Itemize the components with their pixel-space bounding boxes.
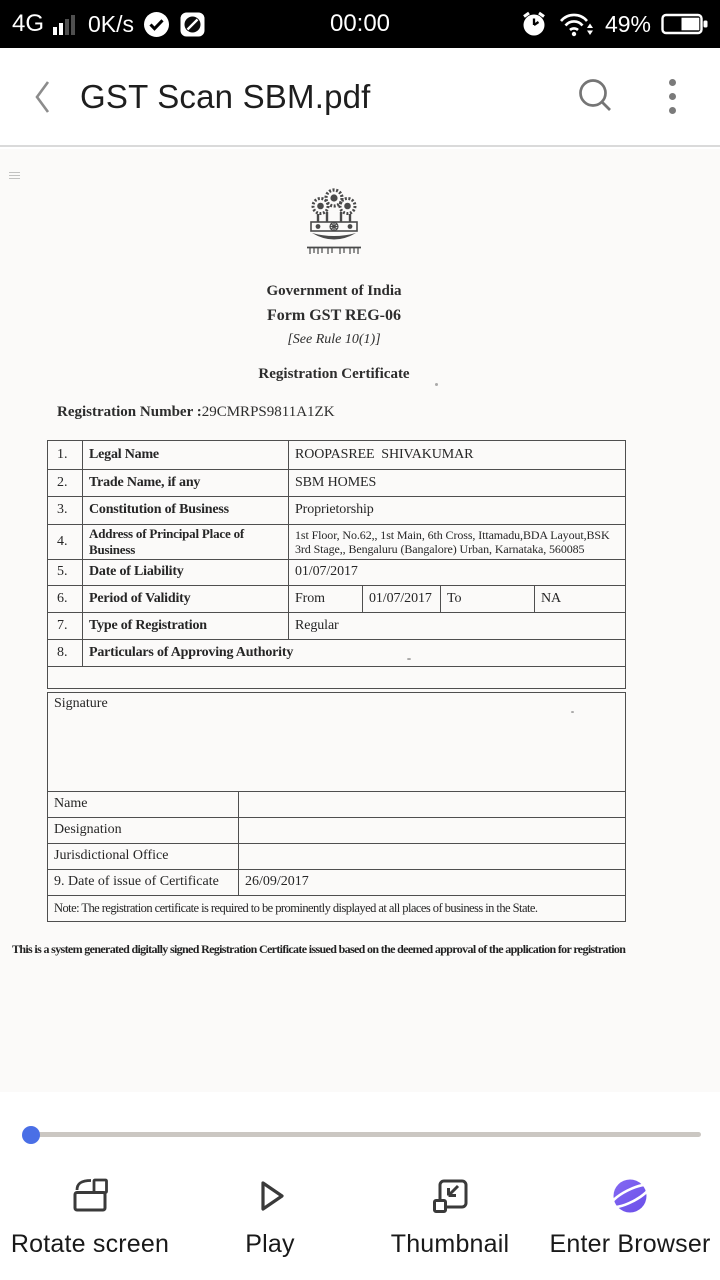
india-state-emblem-icon: [294, 185, 374, 263]
bottom-toolbar: [0, 1166, 720, 1280]
row-label: Legal Name: [83, 441, 289, 470]
signature-table: [47, 692, 626, 922]
registration-number-label: Registration Number :: [57, 404, 202, 420]
table-row: [48, 844, 626, 870]
thumbnail-button[interactable]: [360, 1166, 540, 1280]
row-label: Trade Name, if any: [83, 470, 289, 497]
overflow-menu-icon: [669, 79, 676, 114]
table-row: [48, 792, 626, 818]
network-speed-label: 0K/s: [88, 10, 135, 37]
row-value-empty: [239, 844, 626, 870]
row-value: ROOPASREE SHIVAKUMAR: [289, 441, 626, 470]
note-cell: Note: The registration certificate is required to be prominently displayed at all places of business in the State.: [48, 896, 626, 922]
search-icon: [575, 76, 617, 118]
certificate-title: Registration Certificate: [258, 366, 410, 382]
validity-from-value: 01/07/2017: [363, 586, 441, 613]
table-row: [48, 441, 626, 470]
back-button[interactable]: [14, 67, 72, 127]
toolbar-label: Thumbnail: [390, 1230, 510, 1258]
table-row: [48, 470, 626, 497]
row-value-empty: [239, 818, 626, 844]
page-slider-track[interactable]: [31, 1132, 701, 1137]
row-label: Period of Validity: [83, 586, 289, 613]
row-value: 01/07/2017: [289, 560, 626, 586]
toolbar-label: Enter Browser: [549, 1230, 711, 1258]
pdf-page[interactable]: [0, 149, 720, 1092]
system-generated-note: This is a system generated digitally signed Registration Certificate issued based on the deemed approval of the application for registration: [12, 942, 626, 956]
scan-speck: [435, 383, 438, 386]
emblem-caption-glyphs: [307, 248, 361, 255]
app-header: [0, 48, 720, 147]
row-label: 9. Date of issue of Certificate: [48, 870, 239, 896]
wifi-icon: [558, 11, 595, 37]
validity-from-label: From: [289, 586, 363, 613]
row-label: Jurisdictional Office: [48, 844, 239, 870]
battery-percent-label: 49%: [604, 10, 651, 37]
table-row: [48, 896, 626, 922]
certificate-tables: [47, 440, 625, 922]
table-row: [48, 693, 626, 792]
row-number: 4.: [48, 525, 83, 560]
empty-cell: [48, 667, 626, 689]
table-row-empty: [48, 667, 626, 689]
scan-artifact: [9, 171, 20, 179]
back-chevron-icon: [33, 79, 53, 115]
row-label: Date of Liability: [83, 560, 289, 586]
enter-browser-button[interactable]: [540, 1166, 720, 1280]
scan-speck: [571, 711, 574, 713]
table-row: [48, 560, 626, 586]
row-label: Designation: [48, 818, 239, 844]
network-type-label: 4G: [12, 10, 45, 37]
row-label: Type of Registration: [83, 613, 289, 640]
row-value: Regular: [289, 613, 626, 640]
row-number: 8.: [48, 640, 83, 667]
row-value: SBM HOMES: [289, 470, 626, 497]
row-number: 5.: [48, 560, 83, 586]
overflow-menu-button[interactable]: [648, 73, 696, 121]
table-row: [48, 497, 626, 525]
row-value: 1st Floor, No.62,, 1st Main, 6th Cross, Ittamadu,BDA Layout,BSK 3rd Stage,, Bengaluru (Bangalore) Urban, Karnataka, 560085: [289, 525, 626, 560]
form-number-line: Form GST REG-06: [267, 307, 401, 324]
play-button[interactable]: [180, 1166, 360, 1280]
government-line: Government of India: [266, 283, 402, 299]
rule-reference-line: [See Rule 10(1)]: [287, 332, 381, 347]
row-value: Proprietorship: [289, 497, 626, 525]
validity-to-label: To: [441, 586, 535, 613]
row-number: 7.: [48, 613, 83, 640]
registration-number-line: [57, 404, 335, 421]
rotate-screen-icon: [67, 1174, 113, 1218]
toolbar-label: Rotate screen: [10, 1230, 170, 1258]
row-value: 26/09/2017: [239, 870, 626, 896]
battery-icon: [661, 12, 708, 36]
thumbnail-icon: [427, 1174, 473, 1218]
row-value-empty: [239, 792, 626, 818]
browser-globe-icon: [606, 1173, 654, 1219]
alarm-clock-icon: [520, 10, 548, 38]
page-slider-thumb[interactable]: [22, 1126, 40, 1144]
row-label: Address of Principal Place of Business: [83, 525, 289, 560]
registration-number-value: 29CMRPS9811A1ZK: [201, 404, 335, 420]
signature-cell: Signature: [48, 693, 626, 792]
row-label: Particulars of Approving Authority: [83, 640, 626, 667]
status-bar: [0, 0, 720, 48]
rotate-screen-button[interactable]: [0, 1166, 180, 1280]
emblem-block: [0, 185, 668, 268]
row-label: Name: [48, 792, 239, 818]
document-title: GST Scan SBM.pdf: [80, 77, 371, 115]
search-button[interactable]: [572, 73, 620, 121]
play-icon: [247, 1174, 293, 1218]
table-row: [48, 870, 626, 896]
certificate-table: [47, 440, 626, 689]
toolbar-label: Play: [245, 1230, 295, 1258]
clock-time: 00:00: [329, 10, 391, 37]
table-row: [48, 818, 626, 844]
row-label: Constitution of Business: [83, 497, 289, 525]
row-number: 2.: [48, 470, 83, 497]
table-row: [48, 586, 626, 613]
table-row: [48, 640, 626, 667]
table-row: [48, 613, 626, 640]
row-number: 6.: [48, 586, 83, 613]
row-number: 3.: [48, 497, 83, 525]
table-row: [48, 525, 626, 560]
row-number: 1.: [48, 441, 83, 470]
validity-to-value: NA: [535, 586, 626, 613]
scan-speck: [407, 658, 411, 660]
